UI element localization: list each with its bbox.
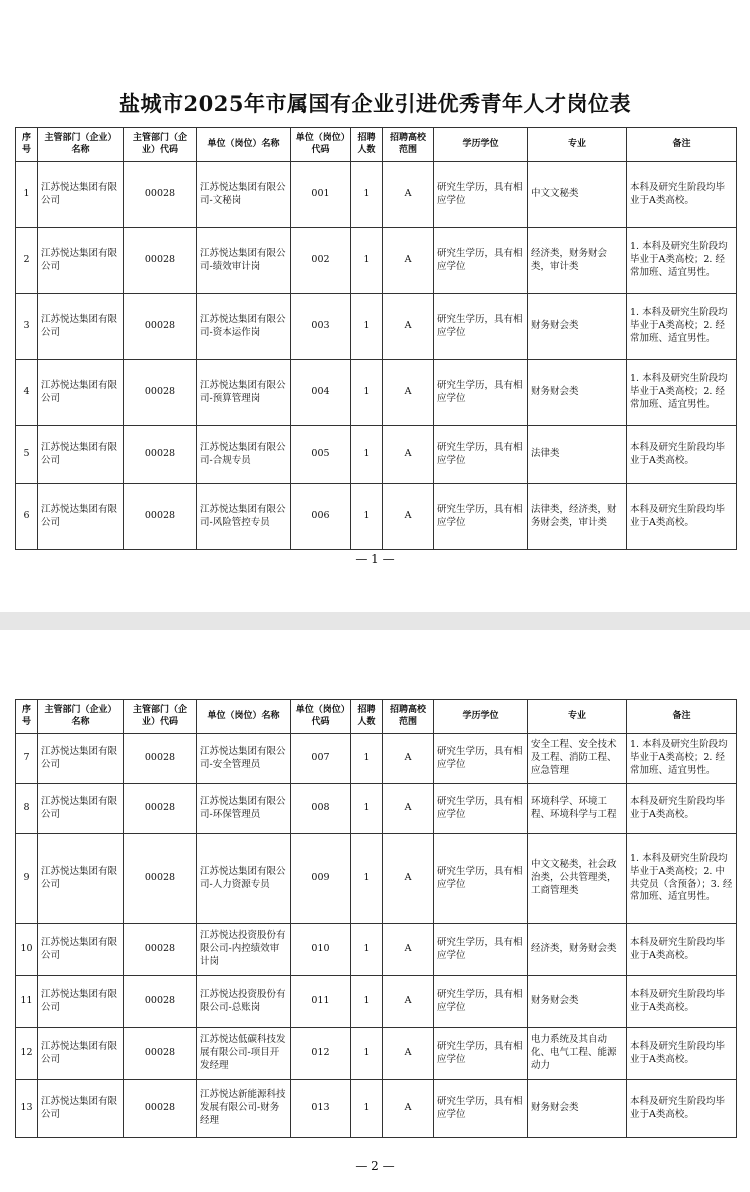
cell-dept-code: 00028 xyxy=(124,924,197,976)
cell-post-code: 006 xyxy=(291,484,351,550)
cell-dept-name: 江苏悦达集团有限公司 xyxy=(38,360,124,426)
cell-major: 中文文秘类 xyxy=(528,162,627,228)
page-number: — 1 — xyxy=(355,552,395,566)
cell-degree: 研究生学历，具有相应学位 xyxy=(434,426,528,484)
cell-major: 经济类，财务财会类 xyxy=(528,924,627,976)
cell-count: 1 xyxy=(351,976,383,1028)
cell-range: A xyxy=(383,834,434,924)
header-major: 专业 xyxy=(528,700,627,734)
header-range: 招聘高校范围 xyxy=(383,128,434,162)
table-row xyxy=(16,924,737,976)
cell-post-code: 001 xyxy=(291,162,351,228)
cell-dept-name: 江苏悦达集团有限公司 xyxy=(38,162,124,228)
cell-major: 财务财会类 xyxy=(528,294,627,360)
cell-dept-code: 00028 xyxy=(124,228,197,294)
cell-post-name: 江苏悦达集团有限公司-资本运作岗 xyxy=(197,294,291,360)
cell-count: 1 xyxy=(351,162,383,228)
cell-note: 本科及研究生阶段均毕业于A类高校。 xyxy=(627,162,737,228)
cell-note: 本科及研究生阶段均毕业于A类高校。 xyxy=(627,1080,737,1138)
cell-post-code: 010 xyxy=(291,924,351,976)
cell-post-name: 江苏悦达集团有限公司-人力资源专员 xyxy=(197,834,291,924)
cell-degree: 研究生学历，具有相应学位 xyxy=(434,976,528,1028)
cell-dept-name: 江苏悦达集团有限公司 xyxy=(38,228,124,294)
cell-dept-code: 00028 xyxy=(124,734,197,784)
cell-count: 1 xyxy=(351,228,383,294)
cell-degree: 研究生学历，具有相应学位 xyxy=(434,294,528,360)
cell-count: 1 xyxy=(351,484,383,550)
cell-range: A xyxy=(383,734,434,784)
cell-range: A xyxy=(383,360,434,426)
cell-degree: 研究生学历，具有相应学位 xyxy=(434,228,528,294)
cell-major: 财务财会类 xyxy=(528,976,627,1028)
cell-dept-name: 江苏悦达集团有限公司 xyxy=(38,484,124,550)
cell-range: A xyxy=(383,426,434,484)
cell-degree: 研究生学历，具有相应学位 xyxy=(434,484,528,550)
cell-post-code: 003 xyxy=(291,294,351,360)
header-count: 招聘人数 xyxy=(351,700,383,734)
cell-dept-code: 00028 xyxy=(124,484,197,550)
cell-dept-name: 江苏悦达集团有限公司 xyxy=(38,976,124,1028)
cell-no: 2 xyxy=(16,228,38,294)
table-row xyxy=(16,294,737,360)
cell-no: 4 xyxy=(16,360,38,426)
cell-range: A xyxy=(383,228,434,294)
table-row xyxy=(16,1080,737,1138)
cell-post-name: 江苏悦达集团有限公司-合规专员 xyxy=(197,426,291,484)
cell-dept-code: 00028 xyxy=(124,426,197,484)
cell-post-code: 011 xyxy=(291,976,351,1028)
cell-range: A xyxy=(383,924,434,976)
header-dept-name: 主管部门（企业）名称 xyxy=(38,128,124,162)
cell-major: 财务财会类 xyxy=(528,360,627,426)
cell-no: 3 xyxy=(16,294,38,360)
table-row xyxy=(16,360,737,426)
cell-dept-name: 江苏悦达集团有限公司 xyxy=(38,1080,124,1138)
cell-range: A xyxy=(383,294,434,360)
cell-post-name: 江苏悦达低碳科技发展有限公司-项目开发经理 xyxy=(197,1028,291,1080)
cell-major: 财务财会类 xyxy=(528,1080,627,1138)
cell-no: 9 xyxy=(16,834,38,924)
cell-degree: 研究生学历，具有相应学位 xyxy=(434,1028,528,1080)
cell-note: 1. 本科及研究生阶段均毕业于A类高校；2. 经常加班、适宜男性。 xyxy=(627,360,737,426)
cell-note: 1. 本科及研究生阶段均毕业于A类高校；2. 经常加班、适宜男性。 xyxy=(627,734,737,784)
cell-note: 本科及研究生阶段均毕业于A类高校。 xyxy=(627,924,737,976)
page-separator xyxy=(0,612,750,630)
cell-dept-name: 江苏悦达集团有限公司 xyxy=(38,784,124,834)
cell-dept-code: 00028 xyxy=(124,360,197,426)
cell-major: 法律类，经济类，财务财会类，审计类 xyxy=(528,484,627,550)
cell-note: 本科及研究生阶段均毕业于A类高校。 xyxy=(627,784,737,834)
cell-note: 本科及研究生阶段均毕业于A类高校。 xyxy=(627,976,737,1028)
cell-count: 1 xyxy=(351,1028,383,1080)
header-note: 备注 xyxy=(627,128,737,162)
table-header-row xyxy=(16,700,737,734)
header-post-name: 单位（岗位）名称 xyxy=(197,128,291,162)
table-row xyxy=(16,162,737,228)
cell-count: 1 xyxy=(351,294,383,360)
cell-no: 7 xyxy=(16,734,38,784)
cell-post-code: 012 xyxy=(291,1028,351,1080)
cell-range: A xyxy=(383,1080,434,1138)
header-count: 招聘人数 xyxy=(351,128,383,162)
cell-count: 1 xyxy=(351,834,383,924)
cell-dept-name: 江苏悦达集团有限公司 xyxy=(38,734,124,784)
header-range: 招聘高校范围 xyxy=(383,700,434,734)
header-post-code: 单位（岗位）代码 xyxy=(291,700,351,734)
cell-range: A xyxy=(383,784,434,834)
cell-note: 1. 本科及研究生阶段均毕业于A类高校；2. 经常加班、适宜男性。 xyxy=(627,228,737,294)
cell-range: A xyxy=(383,162,434,228)
table-header-row xyxy=(16,128,737,162)
cell-major: 中文文秘类，社会政治类，公共管理类，工商管理类 xyxy=(528,834,627,924)
cell-dept-name: 江苏悦达集团有限公司 xyxy=(38,294,124,360)
cell-post-code: 013 xyxy=(291,1080,351,1138)
header-degree: 学历学位 xyxy=(434,128,528,162)
cell-no: 8 xyxy=(16,784,38,834)
cell-post-name: 江苏悦达投资股份有限公司-内控绩效审计岗 xyxy=(197,924,291,976)
table-row xyxy=(16,1028,737,1080)
cell-dept-code: 00028 xyxy=(124,784,197,834)
cell-post-name: 江苏悦达集团有限公司-安全管理员 xyxy=(197,734,291,784)
header-no: 序号 xyxy=(16,128,38,162)
cell-range: A xyxy=(383,976,434,1028)
header-note: 备注 xyxy=(627,700,737,734)
header-dept-code: 主管部门（企业）代码 xyxy=(124,128,197,162)
cell-no: 10 xyxy=(16,924,38,976)
cell-dept-code: 00028 xyxy=(124,976,197,1028)
cell-degree: 研究生学历，具有相应学位 xyxy=(434,360,528,426)
cell-count: 1 xyxy=(351,426,383,484)
cell-post-name: 江苏悦达集团有限公司-文秘岗 xyxy=(197,162,291,228)
cell-note: 本科及研究生阶段均毕业于A类高校。 xyxy=(627,484,737,550)
cell-major: 安全工程、安全技术及工程、消防工程、应急管理 xyxy=(528,734,627,784)
cell-dept-name: 江苏悦达集团有限公司 xyxy=(38,1028,124,1080)
cell-no: 6 xyxy=(16,484,38,550)
cell-count: 1 xyxy=(351,734,383,784)
cell-dept-code: 00028 xyxy=(124,1028,197,1080)
header-post-code: 单位（岗位）代码 xyxy=(291,128,351,162)
cell-dept-code: 00028 xyxy=(124,834,197,924)
cell-major: 法律类 xyxy=(528,426,627,484)
cell-degree: 研究生学历，具有相应学位 xyxy=(434,162,528,228)
cell-no: 11 xyxy=(16,976,38,1028)
cell-no: 13 xyxy=(16,1080,38,1138)
job-table-page-1 xyxy=(15,127,737,550)
cell-dept-code: 00028 xyxy=(124,1080,197,1138)
table-body xyxy=(16,162,737,550)
page-number: — 2 — xyxy=(355,1159,395,1173)
cell-range: A xyxy=(383,484,434,550)
cell-degree: 研究生学历，具有相应学位 xyxy=(434,1080,528,1138)
cell-post-code: 002 xyxy=(291,228,351,294)
cell-dept-code: 00028 xyxy=(124,162,197,228)
cell-post-code: 007 xyxy=(291,734,351,784)
cell-major: 环境科学、环境工程、环境科学与工程 xyxy=(528,784,627,834)
table-row xyxy=(16,734,737,784)
cell-count: 1 xyxy=(351,784,383,834)
cell-post-name: 江苏悦达集团有限公司-预算管理岗 xyxy=(197,360,291,426)
cell-post-code: 008 xyxy=(291,784,351,834)
cell-post-name: 江苏悦达集团有限公司-环保管理员 xyxy=(197,784,291,834)
cell-major: 经济类，财务财会类，审计类 xyxy=(528,228,627,294)
cell-count: 1 xyxy=(351,1080,383,1138)
cell-dept-name: 江苏悦达集团有限公司 xyxy=(38,426,124,484)
cell-major: 电力系统及其自动化、电气工程、能源动力 xyxy=(528,1028,627,1080)
cell-count: 1 xyxy=(351,360,383,426)
cell-post-code: 005 xyxy=(291,426,351,484)
cell-degree: 研究生学历，具有相应学位 xyxy=(434,924,528,976)
cell-note: 本科及研究生阶段均毕业于A类高校。 xyxy=(627,1028,737,1080)
job-table-page-2 xyxy=(15,699,737,1138)
header-post-name: 单位（岗位）名称 xyxy=(197,700,291,734)
cell-degree: 研究生学历，具有相应学位 xyxy=(434,784,528,834)
cell-post-name: 江苏悦达集团有限公司-绩效审计岗 xyxy=(197,228,291,294)
table-row xyxy=(16,834,737,924)
table-row xyxy=(16,784,737,834)
header-dept-code: 主管部门（企业）代码 xyxy=(124,700,197,734)
cell-no: 5 xyxy=(16,426,38,484)
header-no: 序号 xyxy=(16,700,38,734)
header-major: 专业 xyxy=(528,128,627,162)
cell-post-name: 江苏悦达投资股份有限公司-总账岗 xyxy=(197,976,291,1028)
cell-dept-code: 00028 xyxy=(124,294,197,360)
table-body xyxy=(16,734,737,1138)
cell-post-name: 江苏悦达新能源科技发展有限公司-财务经理 xyxy=(197,1080,291,1138)
cell-degree: 研究生学历，具有相应学位 xyxy=(434,834,528,924)
cell-post-code: 004 xyxy=(291,360,351,426)
cell-dept-name: 江苏悦达集团有限公司 xyxy=(38,834,124,924)
table-row xyxy=(16,484,737,550)
cell-no: 1 xyxy=(16,162,38,228)
cell-degree: 研究生学历，具有相应学位 xyxy=(434,734,528,784)
cell-no: 12 xyxy=(16,1028,38,1080)
cell-post-code: 009 xyxy=(291,834,351,924)
cell-note: 本科及研究生阶段均毕业于A类高校。 xyxy=(627,426,737,484)
cell-note: 1. 本科及研究生阶段均毕业于A类高校；2. 经常加班、适宜男性。 xyxy=(627,294,737,360)
header-dept-name: 主管部门（企业）名称 xyxy=(38,700,124,734)
table-row xyxy=(16,228,737,294)
header-degree: 学历学位 xyxy=(434,700,528,734)
cell-note: 1. 本科及研究生阶段均毕业于A类高校；2. 中共党员（含预备）；3. 经常加班、适宜男性。 xyxy=(627,834,737,924)
document-title: 盐城市2025年市属国有企业引进优秀青年人才岗位表 xyxy=(119,91,631,116)
cell-post-name: 江苏悦达集团有限公司-风险管控专员 xyxy=(197,484,291,550)
table-row xyxy=(16,426,737,484)
document-page-2 xyxy=(0,630,750,1192)
cell-range: A xyxy=(383,1028,434,1080)
table-row xyxy=(16,976,737,1028)
cell-count: 1 xyxy=(351,924,383,976)
cell-dept-name: 江苏悦达集团有限公司 xyxy=(38,924,124,976)
